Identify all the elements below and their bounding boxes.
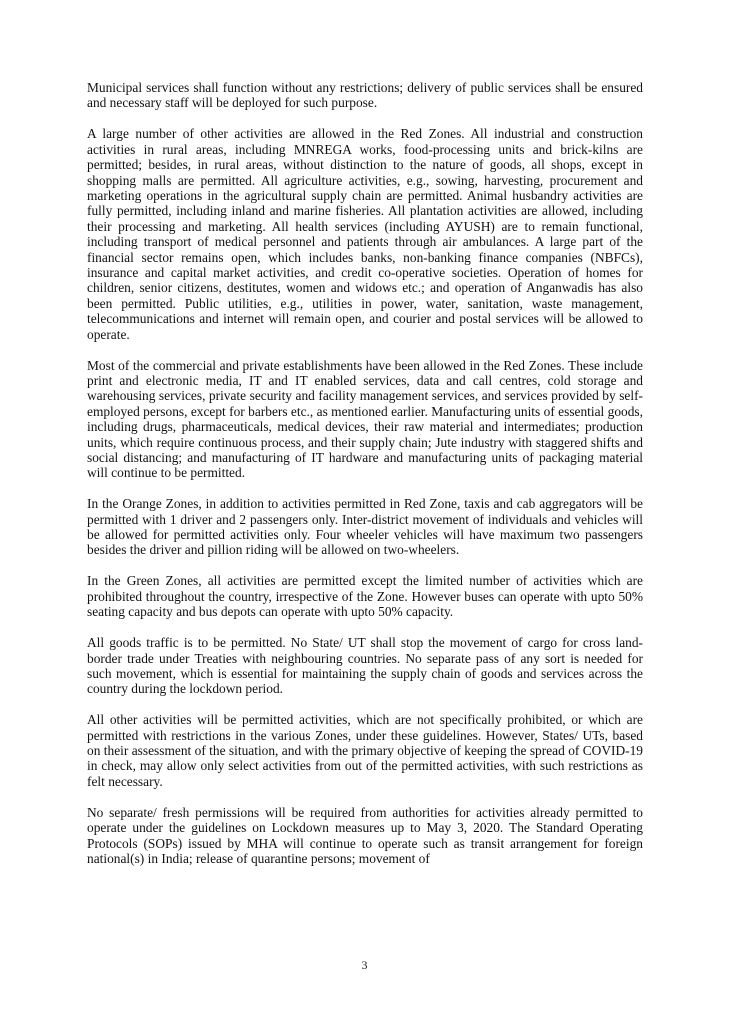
document-body xyxy=(87,80,643,882)
paragraph-red-zone-establishments: Most of the commercial and private establishments have been allowed in the Red Zones. These include print and electronic media, IT and IT enabled services, data and call centres, cold storage and warehousing services, private security and facility management services, and services provided by self-employed persons, except for barbers etc., as mentioned earlier. Manufacturing units of essential goods, including drugs, pharmaceuticals, medical devices, their raw material and intermediates; production units, which require continuous process, and their supply chain; Jute industry with staggered shifts and social distancing; and manufacturing of IT hardware and manufacturing units of packaging material will continue to be permitted. xyxy=(87,357,643,481)
paragraph-green-zones: In the Green Zones, all activities are permitted except the limited number of activities which are prohibited throughout the country, irrespective of the Zone. However buses can operate with upto 50% seating capacity and bus depots can operate with upto 50% capacity. xyxy=(87,573,643,620)
paragraph-goods-traffic: All goods traffic is to be permitted. No State/ UT shall stop the movement of cargo for cross land-border trade under Treaties with neighbouring countries. No separate pass of any sort is needed for such movement, which is essential for maintaining the supply chain of goods and services across the country during the lockdown period. xyxy=(87,635,643,697)
paragraph-red-zone-activities: A large number of other activities are allowed in the Red Zones. All industrial and construction activities in rural areas, including MNREGA works, food-processing units and brick-kilns are permitted; besides, in rural areas, without distinction to the nature of goods, all shops, except in shopping malls are permitted. All agriculture activities, e.g., sowing, harvesting, procurement and marketing operations in the agricultural supply chain are permitted. Animal husbandry activities are fully permitted, including inland and marine fisheries. All plantation activities are allowed, including their processing and marketing. All health services (including AYUSH) are to remain functional, including transport of medical personnel and patients through air ambulances. A large part of the financial sector remains open, which includes banks, non-banking finance companies (NBFCs), insurance and capital market activities, and credit co-operative societies. Operation of homes for children, senior citizens, destitutes, women and widows etc.; and operation of Anganwadis has also been permitted. Public utilities, e.g., utilities in power, water, sanitation, waste management, telecommunications and internet will remain open, and courier and postal services will be allowed to operate. xyxy=(87,126,643,342)
paragraph-orange-zones: In the Orange Zones, in addition to activities permitted in Red Zone, taxis and cab aggregators will be permitted with 1 driver and 2 passengers only. Inter-district movement of individuals and vehicles will be allowed for permitted activities only. Four wheeler vehicles will have maximum two passengers besides the driver and pillion riding will be allowed on two-wheelers. xyxy=(87,496,643,558)
page-number: 3 xyxy=(361,958,368,972)
paragraph-municipal-services: Municipal services shall function without any restrictions; delivery of public services shall be ensured and necessary staff will be deployed for such purpose. xyxy=(87,80,643,111)
paragraph-other-activities: All other activities will be permitted activities, which are not specifically prohibited, or which are permitted with restrictions in the various Zones, under these guidelines. However, States/ UTs, based on their assessment of the situation, and with the primary objective of keeping the spread of COVID-19 in check, may allow only select activities from out of the permitted activities, with such restrictions as felt necessary. xyxy=(87,712,643,789)
paragraph-permissions: No separate/ fresh permissions will be required from authorities for activities already permitted to operate under the guidelines on Lockdown measures up to May 3, 2020. The Standard Operating Protocols (SOPs) issued by MHA will continue to operate such as transit arrangement for foreign national(s) in India; release of quarantine persons; movement of xyxy=(87,804,643,866)
